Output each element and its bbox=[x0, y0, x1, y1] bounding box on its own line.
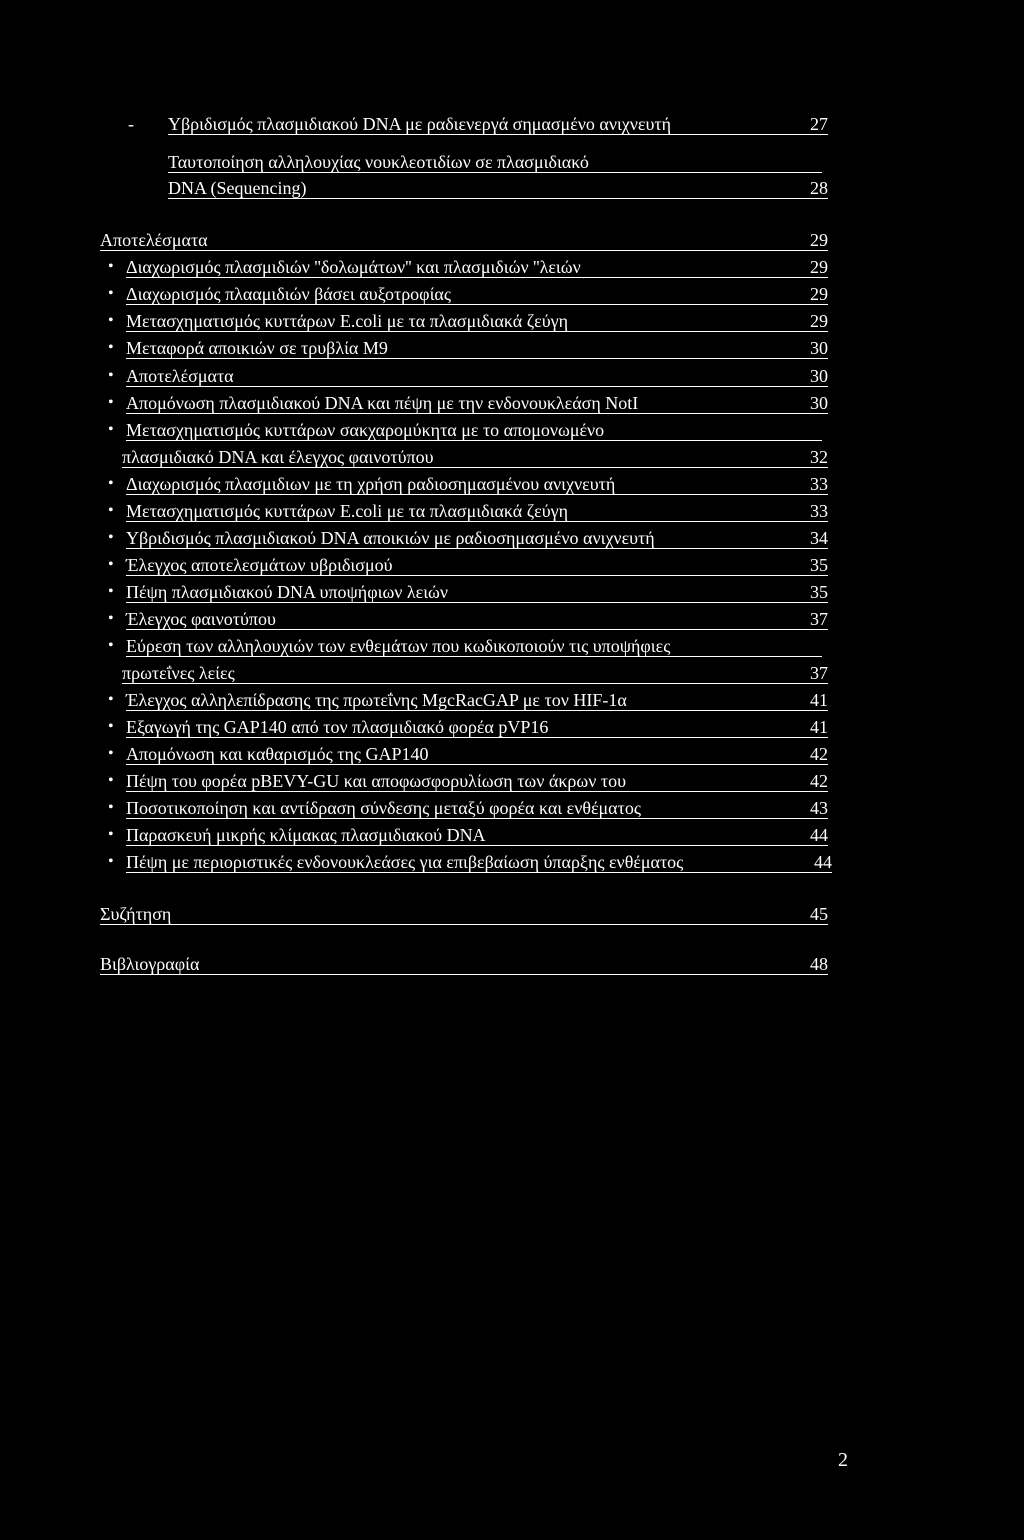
toc-leader-line bbox=[126, 845, 828, 846]
dash-marker: - bbox=[128, 114, 134, 134]
toc-entry bbox=[0, 952, 1024, 976]
toc-entry-page: 42 bbox=[810, 771, 828, 791]
toc-entry-page: 42 bbox=[810, 744, 828, 764]
toc-leader-line bbox=[122, 467, 828, 468]
toc-entry-page: 28 bbox=[810, 178, 828, 198]
toc-leader-line bbox=[122, 683, 828, 684]
toc-entry bbox=[0, 228, 1024, 252]
toc-entry-page: 41 bbox=[810, 690, 828, 710]
toc-entry-title: Μεταφορά αποικιών σε τρυβλία M9 bbox=[126, 338, 388, 358]
toc-entry-title: Αποτελέσματα bbox=[100, 230, 208, 250]
toc-entry bbox=[0, 112, 1024, 136]
bullet-icon: • bbox=[108, 610, 114, 627]
toc-entry-title: Εξαγωγή της GAP140 από τον πλασμιδιακό φορέα pVP16 bbox=[126, 717, 549, 737]
toc-entry bbox=[0, 445, 1024, 469]
toc-entry bbox=[0, 472, 1024, 496]
toc-entry-title: Έλεγχος φαινοτύπου bbox=[126, 609, 276, 629]
toc-leader-line bbox=[126, 575, 828, 576]
toc-entry-title: Πέψη με περιοριστικές ενδονουκλεάσες για επιβεβαίωση ύπαρξης ενθέματος bbox=[126, 852, 684, 872]
toc-entry-page: 32 bbox=[810, 447, 828, 467]
bullet-icon: • bbox=[108, 799, 114, 816]
toc-leader-line bbox=[126, 386, 828, 387]
toc-entry bbox=[0, 796, 1024, 820]
toc-entry bbox=[0, 902, 1024, 926]
toc-entry-page: 29 bbox=[810, 284, 828, 304]
toc-entry-title: Υβριδισμός πλασμιδιακού DNA αποικιών με ραδιοσημασμένο ανιχνευτή bbox=[126, 528, 655, 548]
bullet-icon: • bbox=[108, 826, 114, 843]
bullet-icon: • bbox=[108, 583, 114, 600]
toc-entry-page: 30 bbox=[810, 393, 828, 413]
toc-entry-page: 41 bbox=[810, 717, 828, 737]
toc-entry-title: Πέψη πλασμιδιακού DNA υποψήφιων λειών bbox=[126, 582, 449, 602]
toc-entry-page: 37 bbox=[810, 609, 828, 629]
toc-entry-page: 43 bbox=[810, 798, 828, 818]
toc-entry-title: Μετασχηματισμός κυττάρων E.coli με τα πλασμιδιακά ζεύγη bbox=[126, 311, 569, 331]
toc-leader-line bbox=[126, 710, 828, 711]
toc-entry bbox=[0, 391, 1024, 415]
toc-entry bbox=[0, 336, 1024, 360]
toc-leader-line bbox=[126, 358, 828, 359]
toc-entry-page: 35 bbox=[810, 555, 828, 575]
toc-leader-line bbox=[126, 737, 828, 738]
toc-entry bbox=[0, 499, 1024, 523]
bullet-icon: • bbox=[108, 745, 114, 762]
toc-entry-title: Έλεγχος αλληλεπίδρασης της πρωτεΐνης MgcRacGAP με τον HIF-1α bbox=[126, 690, 627, 710]
toc-entry-title: Απομόνωση και καθαρισμός της GAP140 bbox=[126, 744, 429, 764]
toc-entry-title: Πέψη του φορέα pBEVY-GU και αποφωσφορυλίωση των άκρων του bbox=[126, 771, 627, 791]
toc-entry-title: Διαχωρισμός πλααμιδιών βάσει αυξοτροφίας bbox=[126, 284, 451, 304]
toc-entry bbox=[0, 607, 1024, 631]
toc-entry-page: 44 bbox=[814, 852, 832, 872]
bullet-icon: • bbox=[108, 475, 114, 492]
toc-entry-page: 44 bbox=[810, 825, 828, 845]
toc-entry-title: πρωτεΐνες λείες bbox=[122, 663, 235, 683]
toc-entry-page: 45 bbox=[810, 904, 828, 924]
bullet-icon: • bbox=[108, 367, 114, 384]
toc-entry bbox=[0, 769, 1024, 793]
toc-leader-line bbox=[100, 250, 828, 251]
toc-entry-page: 35 bbox=[810, 582, 828, 602]
toc-leader-line bbox=[126, 413, 828, 414]
toc-leader-line bbox=[126, 656, 822, 657]
toc-entry-page: 30 bbox=[810, 366, 828, 386]
toc-entry-title: DNA (Sequencing) bbox=[168, 178, 307, 198]
toc-leader-line bbox=[126, 818, 828, 819]
toc-entry-title: Υβριδισμός πλασμιδιακού DNA με ραδιενεργά σημασμένο ανιχνευτή bbox=[168, 114, 672, 134]
page-number: 2 bbox=[838, 1449, 848, 1471]
toc-entry-page: 34 bbox=[810, 528, 828, 548]
toc-entry bbox=[0, 688, 1024, 712]
toc-entry bbox=[0, 176, 1024, 200]
toc-entry bbox=[0, 823, 1024, 847]
bullet-icon: • bbox=[108, 529, 114, 546]
toc-entry-title: Ταυτοποίηση αλληλουχίας νουκλεοτιδίων σε πλασμιδιακό bbox=[168, 152, 589, 172]
toc-entry-title: Εύρεση των αλληλουχιών των ενθεμάτων που κωδικοποιούν τις υποψήφιες bbox=[126, 636, 671, 656]
bullet-icon: • bbox=[108, 502, 114, 519]
bullet-icon: • bbox=[108, 718, 114, 735]
toc-entry-page: 27 bbox=[810, 114, 828, 134]
toc-entry-page: 29 bbox=[810, 230, 828, 250]
toc-leader-line bbox=[126, 331, 828, 332]
toc-entry bbox=[0, 282, 1024, 306]
toc-leader-line bbox=[126, 494, 828, 495]
toc-entry-page: 33 bbox=[810, 474, 828, 494]
bullet-icon: • bbox=[108, 853, 114, 870]
bullet-icon: • bbox=[108, 258, 114, 275]
toc-entry-title: Συζήτηση bbox=[100, 904, 172, 924]
bullet-icon: • bbox=[108, 339, 114, 356]
toc-leader-line bbox=[126, 304, 828, 305]
toc-leader-line bbox=[126, 521, 828, 522]
toc-leader-line bbox=[126, 791, 828, 792]
toc-entry bbox=[0, 255, 1024, 279]
toc-entry-title: Αποτελέσματα bbox=[126, 366, 234, 386]
toc-entry bbox=[0, 661, 1024, 685]
toc-entry bbox=[0, 309, 1024, 333]
toc-leader-line bbox=[126, 548, 828, 549]
toc-entry-page: 30 bbox=[810, 338, 828, 358]
toc-entry-title: Μετασχηματισμός κυττάρων E.coli με τα πλασμιδιακά ζεύγη bbox=[126, 501, 569, 521]
toc-entry-title: Ποσοτικοποίηση και αντίδραση σύνδεσης μεταξύ φορέα και ενθέματος bbox=[126, 798, 641, 818]
bullet-icon: • bbox=[108, 637, 114, 654]
toc-entry bbox=[0, 634, 1024, 658]
toc-leader-line bbox=[126, 764, 828, 765]
toc-entry bbox=[0, 715, 1024, 739]
toc-entry-title: Απομόνωση πλασμιδιακού DNA και πέψη με την ενδονουκλεάση NotI bbox=[126, 393, 639, 413]
toc-entry-title: Έλεγχος αποτελεσμάτων υβριδισμού bbox=[126, 555, 393, 575]
toc-entry bbox=[0, 526, 1024, 550]
toc-leader-line bbox=[100, 974, 828, 975]
toc-entry-title: Διαχωρισμός πλασμιδιων με τη χρήση ραδιοσημασμένου ανιχνευτή bbox=[126, 474, 616, 494]
bullet-icon: • bbox=[108, 394, 114, 411]
toc-entry bbox=[0, 850, 1024, 874]
toc-entry bbox=[0, 553, 1024, 577]
bullet-icon: • bbox=[108, 312, 114, 329]
toc-leader-line bbox=[126, 872, 832, 873]
toc-entry-page: 29 bbox=[810, 311, 828, 331]
toc-entry-title: Μετασχηματισμός κυττάρων σακχαρομύκητα με το απομονωμένο bbox=[126, 420, 605, 440]
toc-leader-line bbox=[126, 440, 822, 441]
toc-entry-title: Βιβλιογραφία bbox=[100, 954, 200, 974]
toc-entry-page: 48 bbox=[810, 954, 828, 974]
toc-entry-title: πλασμιδιακό DNA και έλεγχος φαινοτύπου bbox=[122, 447, 434, 467]
toc-leader-line bbox=[168, 134, 828, 135]
toc-entry bbox=[0, 580, 1024, 604]
toc-entry-title: Διαχωρισμός πλασμιδιών ''δολωμάτων'' και πλασμιδιών ''λειών bbox=[126, 257, 581, 277]
bullet-icon: • bbox=[108, 556, 114, 573]
toc-entry bbox=[0, 150, 1024, 174]
toc-entry-page: 33 bbox=[810, 501, 828, 521]
toc-leader-line bbox=[126, 277, 828, 278]
toc-entry bbox=[0, 418, 1024, 442]
bullet-icon: • bbox=[108, 691, 114, 708]
toc-leader-line bbox=[126, 629, 828, 630]
toc-entry-page: 29 bbox=[810, 257, 828, 277]
bullet-icon: • bbox=[108, 421, 114, 438]
toc-leader-line bbox=[100, 924, 828, 925]
toc-entry bbox=[0, 742, 1024, 766]
toc-leader-line bbox=[168, 198, 828, 199]
bullet-icon: • bbox=[108, 772, 114, 789]
toc-entry-title: Παρασκευή μικρής κλίμακας πλασμιδιακού DNA bbox=[126, 825, 486, 845]
bullet-icon: • bbox=[108, 285, 114, 302]
toc-leader-line bbox=[168, 172, 822, 173]
toc-entry bbox=[0, 364, 1024, 388]
toc-entry-page: 37 bbox=[810, 663, 828, 683]
toc-leader-line bbox=[126, 602, 828, 603]
